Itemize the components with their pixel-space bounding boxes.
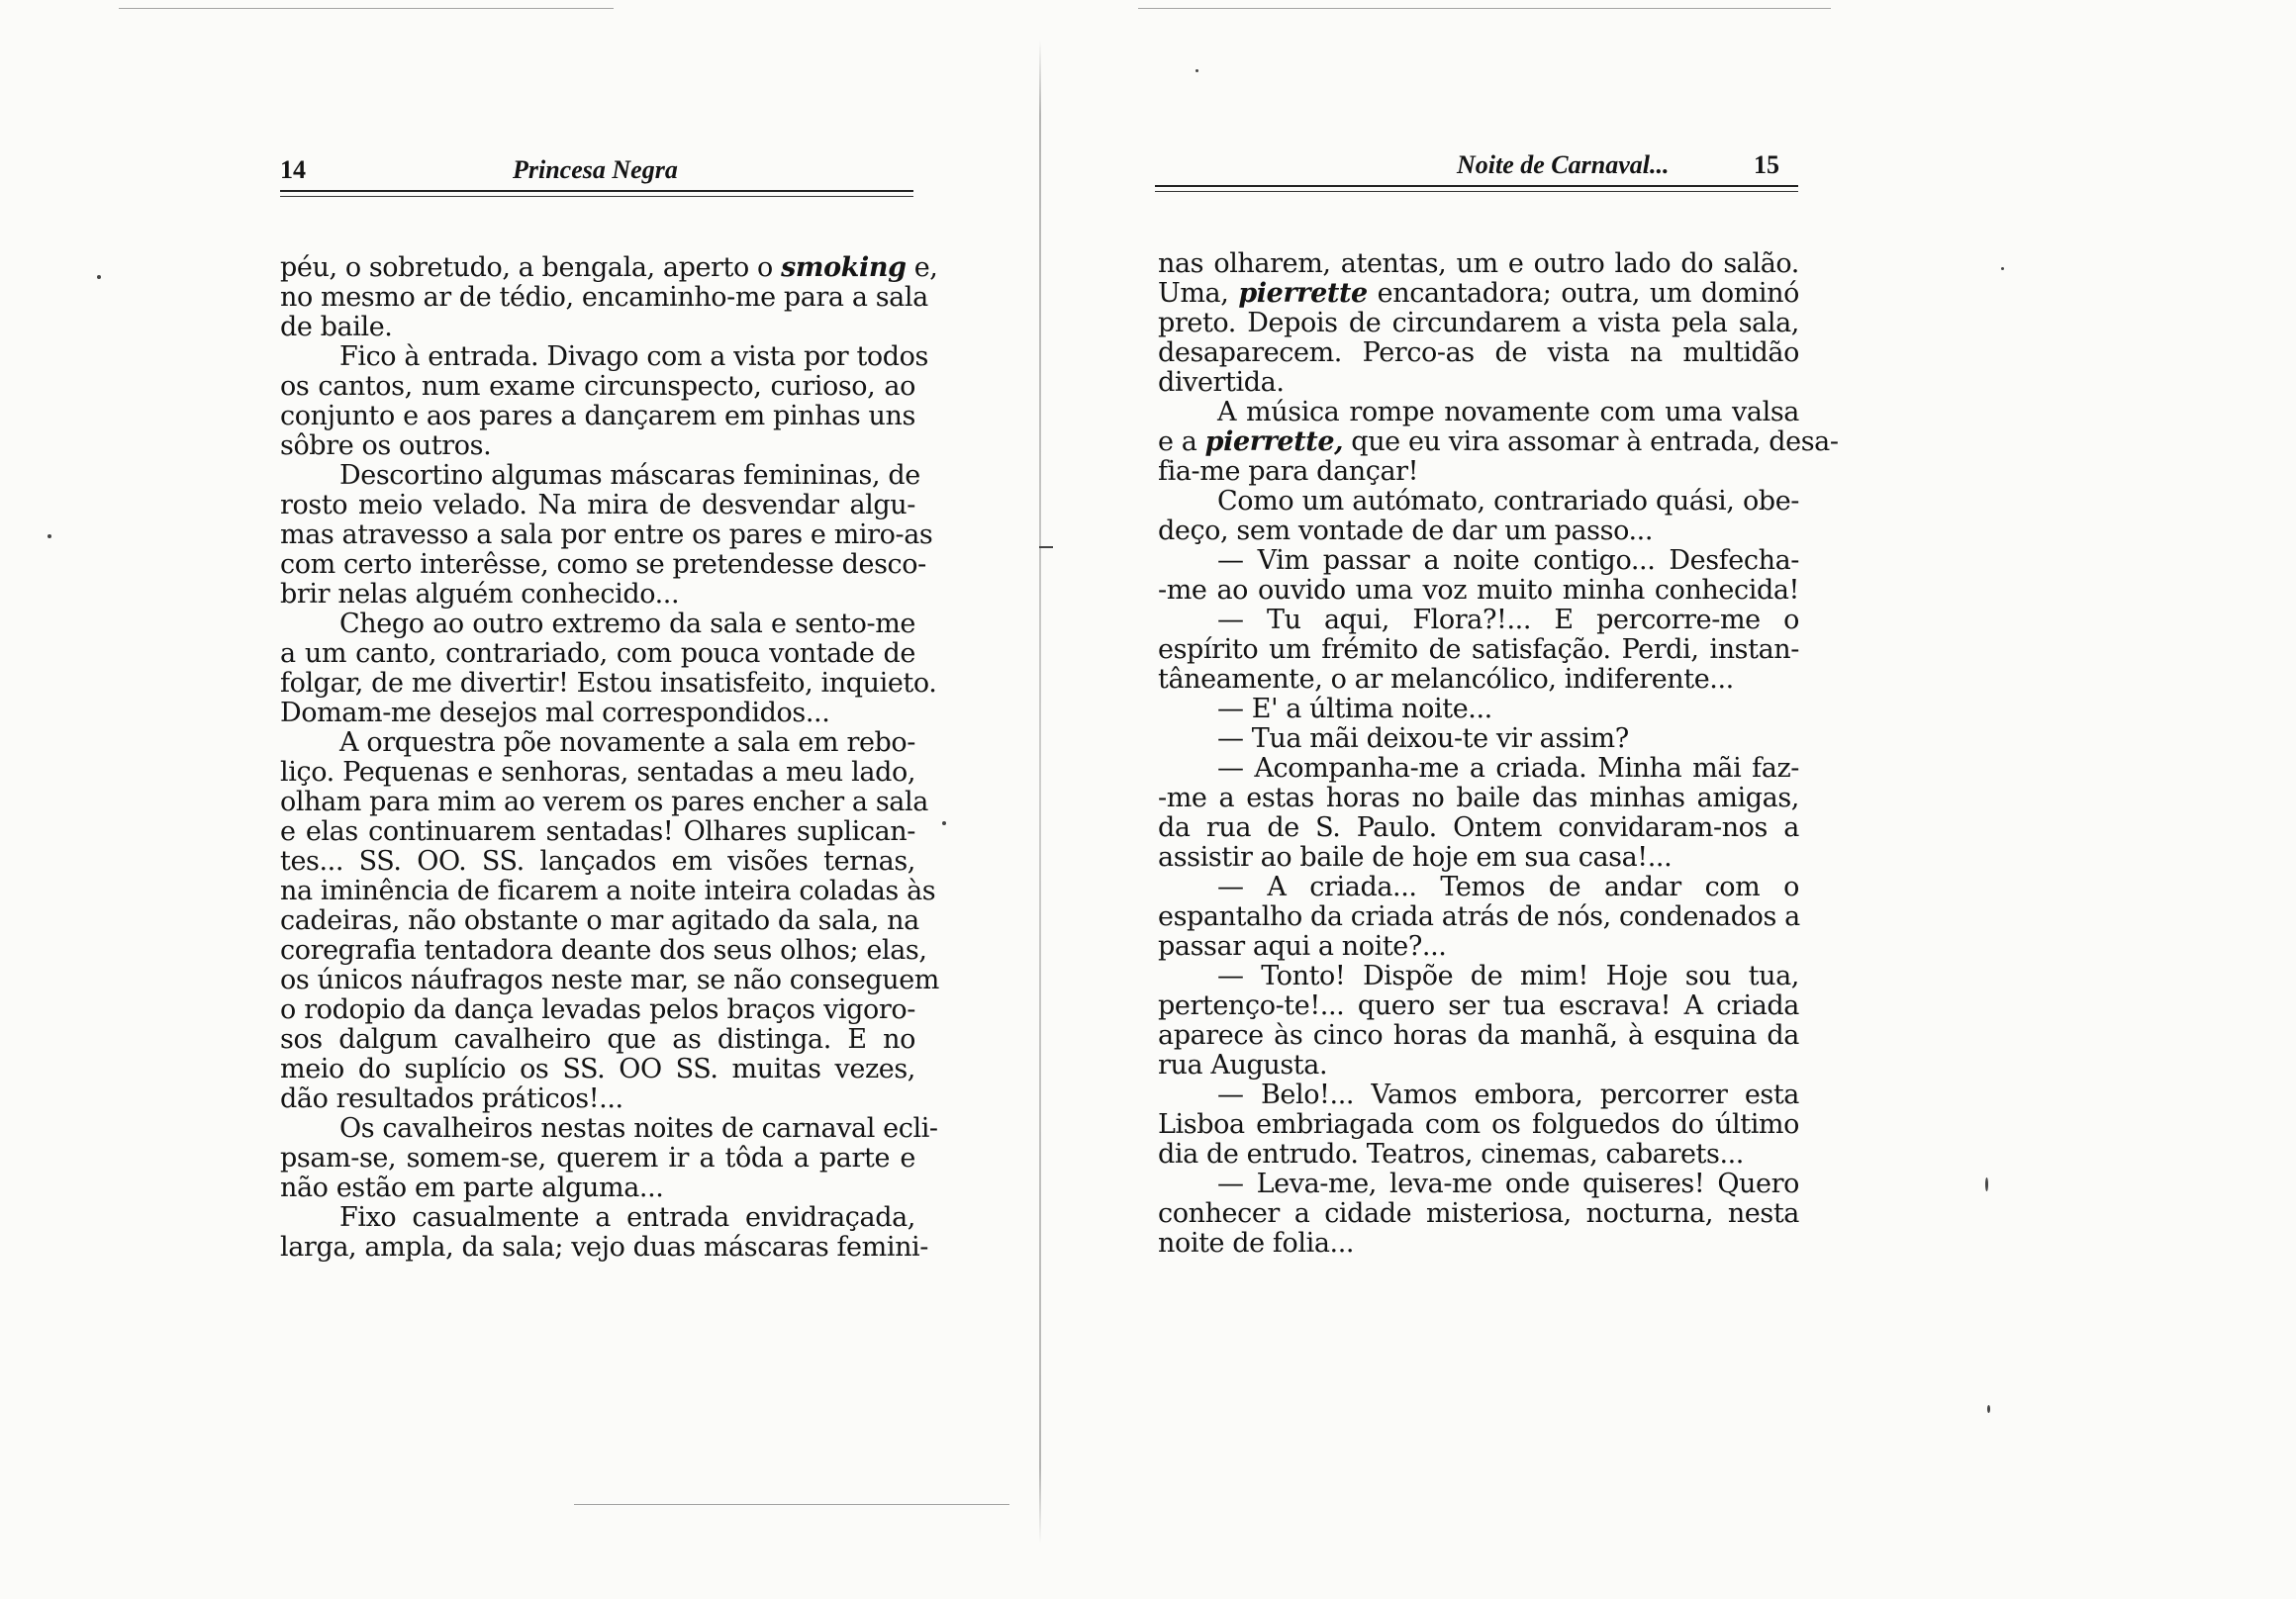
text-line: — Acompanha-me a criada. Minha mãi faz- <box>1217 753 1799 784</box>
text-line: — Tu aqui, Flora?!... E percorre-me o <box>1217 605 1799 635</box>
emphasized-word: smoking <box>781 252 907 283</box>
text-line: Domam-me desejos mal correspondidos... <box>280 698 830 728</box>
text-line: divertida. <box>1158 367 1285 398</box>
text-line: tâneamente, o ar melancólico, indiferente... <box>1158 664 1734 695</box>
text-line: deço, sem vontade de dar um passo... <box>1158 516 1654 546</box>
left-page <box>0 0 1039 1599</box>
text-line: espantalho da criada atrás de nós, condenados a <box>1158 901 1800 932</box>
text-line: meio do suplício os SS. OO SS. muitas vezes, <box>280 1054 915 1084</box>
text-line: A música rompe novamente com uma valsa <box>1217 397 1799 427</box>
text-line: rosto meio velado. Na mira de desvendar algu- <box>280 490 915 520</box>
scan-edge-line <box>1138 8 1831 9</box>
text-line: rua Augusta. <box>1158 1050 1328 1081</box>
text-line: fia-me para dançar! <box>1158 456 1419 487</box>
text-line: conjunto e aos pares a dançarem em pinhas uns <box>280 401 915 431</box>
text-line: larga, ampla, da sala; vejo duas máscaras femini- <box>280 1232 929 1263</box>
emphasized-word: pierrette <box>1238 278 1368 309</box>
text-line: aparece às cinco horas da manhã, à esquina da <box>1158 1020 1799 1051</box>
right-header-rule-thin <box>1155 191 1798 192</box>
right-header-rule <box>1155 185 1798 187</box>
text-line: Fixo casualmente a entrada envidraçada, <box>339 1202 915 1233</box>
text-line: nas olharem, atentas, um e outro lado do salão. <box>1158 248 1799 279</box>
left-page-number: 14 <box>280 155 306 184</box>
text-line: dia de entrudo. Teatros, cinemas, cabarets... <box>1158 1139 1744 1170</box>
text-line: noite de folia... <box>1158 1228 1355 1259</box>
text-line: não estão em parte alguma... <box>280 1173 664 1203</box>
text-line: pertenço-te!... quero ser tua escrava! A criada <box>1158 990 1799 1021</box>
text-line: Como um autómato, contrariado quási, obe- <box>1217 486 1799 517</box>
text-line: brir nelas alguém conhecido... <box>280 579 680 610</box>
text-line: Uma, pierrette encantadora; outra, um dominó <box>1158 278 1799 309</box>
text-line: Lisboa embriagada com os folguedos do último <box>1158 1109 1799 1140</box>
text-line: Descortino algumas máscaras femininas, de <box>339 460 920 491</box>
text-line: -me ao ouvido uma voz muito minha conhecida! <box>1158 575 1799 606</box>
text-line: preto. Depois de circundarem a vista pela sala, <box>1158 308 1799 338</box>
left-page-body <box>280 252 940 1263</box>
text-line: — E' a última noite... <box>1217 694 1492 724</box>
text-line: o rodopio da dança levadas pelos braços vigoro- <box>280 994 915 1025</box>
text-line: cadeiras, não obstante o mar agitado da sala, na <box>280 905 919 936</box>
text-line: com certo interêsse, como se pretendesse desco- <box>280 549 926 580</box>
emphasized-word: pierrette, <box>1204 426 1344 457</box>
text-line: a um canto, contrariado, com pouca vontade de <box>280 638 915 669</box>
left-header-rule <box>280 190 913 192</box>
text-line: espírito um frémito de satisfação. Perdi, instan- <box>1158 634 1799 665</box>
right-running-title: Noite de Carnaval... <box>1457 150 1670 179</box>
text-line: desaparecem. Perco-as de vista na multidão <box>1158 337 1799 368</box>
text-line: passar aqui a noite?... <box>1158 931 1447 962</box>
text-line: e a pierrette, que eu vira assomar à entrada, desa- <box>1158 426 1839 457</box>
right-page-header <box>1155 146 1798 182</box>
text-line: sos dalgum cavalheiro que as distinga. E no <box>280 1024 915 1055</box>
text-line: psam-se, somem-se, querem ir a tôda a parte e <box>280 1143 915 1174</box>
text-line: dão resultados práticos!... <box>280 1083 623 1114</box>
text-line: — Tonto! Dispõe de mim! Hoje sou tua, <box>1217 961 1799 991</box>
text-line: olham para mim ao verem os pares encher a sala <box>280 787 928 817</box>
text-line: e elas continuarem sentadas! Olhares suplican- <box>280 816 915 847</box>
text-line: conhecer a cidade misteriosa, nocturna, nesta <box>1158 1198 1799 1229</box>
left-page-header <box>280 151 913 187</box>
scan-edge-line <box>119 8 614 9</box>
text-line: — Leva-me, leva-me onde quiseres! Quero <box>1217 1169 1799 1199</box>
text-line: tes... SS. OO. SS. lançados em visões ternas, <box>280 846 915 877</box>
text-line: liço. Pequenas e senhoras, sentadas a meu lado, <box>280 757 915 788</box>
text-line: os cantos, num exame circunspecto, curioso, ao <box>280 371 915 402</box>
text-line: folgar, de me divertir! Estou insatisfeito, inquieto. <box>280 668 937 699</box>
text-line: mas atravesso a sala por entre os pares e miro-as <box>280 519 933 550</box>
text-line: -me a estas horas no baile das minhas amigas, <box>1158 783 1799 813</box>
left-running-title: Princesa Negra <box>513 155 678 184</box>
text-line: Fico à entrada. Divago com a vista por todos <box>339 341 928 372</box>
text-line: — A criada... Temos de andar com o <box>1217 872 1799 902</box>
right-page-number: 15 <box>1754 150 1779 179</box>
text-line: na iminência de ficarem a noite inteira coladas às <box>280 876 936 906</box>
text-line: sôbre os outros. <box>280 430 492 461</box>
text-line: — Tua mãi deixou-te vir assim? <box>1217 723 1629 754</box>
right-page-body <box>1158 248 1839 1259</box>
text-line: da rua de S. Paulo. Ontem convidaram-nos a <box>1158 812 1799 843</box>
text-line: — Vim passar a noite contigo... Desfecha- <box>1217 545 1799 576</box>
scan-edge-line <box>574 1504 1009 1505</box>
text-line: Chego ao outro extremo da sala e sento-me <box>339 609 915 639</box>
text-line: de baile. <box>280 312 393 342</box>
text-line: os únicos náufragos neste mar, se não conseguem <box>280 965 940 995</box>
text-line: péu, o sobretudo, a bengala, aperto o smoking e, <box>280 252 938 283</box>
text-line: Os cavalheiros nestas noites de carnaval ecli- <box>339 1113 938 1144</box>
text-line: no mesmo ar de tédio, encaminho-me para a sala <box>280 282 928 313</box>
text-line: A orquestra põe novamente a sala em rebo- <box>339 727 915 758</box>
text-line: — Belo!... Vamos embora, percorrer esta <box>1217 1080 1799 1110</box>
left-header-rule-thin <box>280 196 913 197</box>
text-line: assistir ao baile de hoje em sua casa!... <box>1158 842 1673 873</box>
text-line: coregrafia tentadora deante dos seus olhos; elas, <box>280 935 927 966</box>
